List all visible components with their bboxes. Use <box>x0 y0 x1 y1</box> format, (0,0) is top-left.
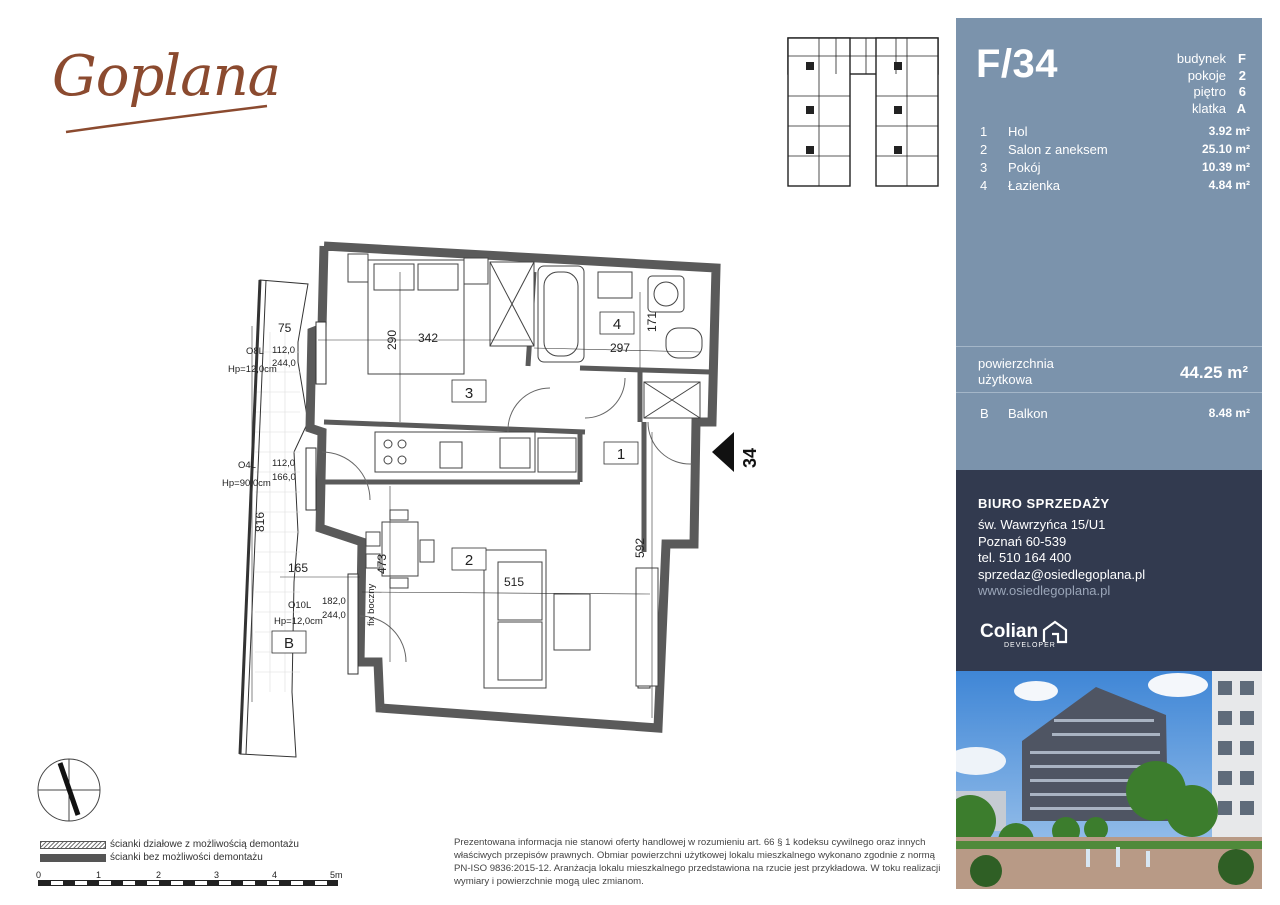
room-list <box>980 122 1250 194</box>
scale-bar <box>38 866 348 892</box>
dim-515: 515 <box>504 575 525 589</box>
attr-label: klatka <box>1192 100 1226 116</box>
attr-value: F <box>1238 51 1246 66</box>
developer-name: Colian <box>980 621 1039 642</box>
building-keyplan <box>776 36 944 192</box>
balcony-name: Balkon <box>1008 406 1048 421</box>
dim-342: 342 <box>418 331 439 345</box>
attr-staircase <box>1177 101 1246 118</box>
attr-floor <box>1177 84 1246 101</box>
dining-table <box>366 510 434 588</box>
unit-attributes <box>1177 51 1246 117</box>
windows <box>306 322 650 688</box>
entry-marker <box>712 432 760 472</box>
entry-marker-label: 34 <box>740 447 760 468</box>
kitchen-counter <box>375 432 576 472</box>
window-3-id: O10L <box>288 600 312 611</box>
room-area: 10.39 m² <box>1201 160 1250 174</box>
room-4-label: 4 <box>612 316 622 333</box>
room-name: Pokój <box>1008 159 1041 175</box>
room-2-label: 2 <box>464 552 474 569</box>
balcony-area: 8.48 m² <box>1208 406 1250 420</box>
room-3-label: 3 <box>464 385 474 402</box>
attr-value: A <box>1236 100 1246 116</box>
total-label-line-2: użytkowa <box>978 372 1033 387</box>
legend-text-removable: ścianki działowe z możliwością demontażu <box>110 839 299 850</box>
legend-text-fixed: ścianki bez możliwości demontażu <box>110 852 263 863</box>
room-area: 25.10 m² <box>1201 142 1250 156</box>
room-num: 4 <box>980 177 988 193</box>
logo-text: Goplana <box>52 44 281 109</box>
dim-592: 592 <box>633 537 647 558</box>
scale-label-0: 0 <box>36 870 42 880</box>
room-1-label: 1 <box>616 446 626 463</box>
window-2-width: 112,0 <box>272 458 296 469</box>
solid-wall-swatch <box>40 854 106 862</box>
attr-label: budynek <box>1176 51 1226 66</box>
room-area: 4.84 m² <box>1208 178 1250 192</box>
scale-label-1: 1 <box>96 870 102 880</box>
sales-title: BIURO SPRZEDAŻY <box>978 496 1110 511</box>
scale-label-4: 4 <box>272 870 278 880</box>
window-2-height: 166,0 <box>272 472 296 483</box>
house-icon <box>1042 620 1068 644</box>
window-2-id: O4L <box>238 460 256 471</box>
attr-value: 2 <box>1238 67 1246 83</box>
window-3-height: 244,0 <box>322 610 346 621</box>
scale-label-5: 5m <box>330 870 343 880</box>
balcony-num: B <box>980 406 989 421</box>
attr-label: pokoje <box>1187 67 1226 83</box>
goplana-logo <box>52 44 282 144</box>
sales-phone[interactable]: tel. 510 164 400 <box>978 550 1072 565</box>
room-row <box>980 140 1250 158</box>
dim-816: 816 <box>253 511 267 532</box>
room-name: Łazienka <box>1008 177 1061 193</box>
developer-subtitle: DEVELOPER <box>1004 642 1056 649</box>
attr-label: piętro <box>1193 84 1226 99</box>
scale-label-2: 2 <box>156 870 162 880</box>
floor-plan <box>200 232 760 772</box>
estate-rendering-image <box>956 671 1262 889</box>
fixed-window-note: fix boczny <box>366 583 377 626</box>
balcony-row <box>980 406 1250 421</box>
total-label-line-1: powierzchnia <box>978 356 1054 371</box>
room-name: Salon z aneksem <box>1008 141 1108 157</box>
total-area-value: 44.25 m² <box>1179 363 1248 382</box>
dim-171: 171 <box>645 311 659 332</box>
total-area-label <box>978 356 1098 388</box>
unit-code: F/34 <box>976 42 1059 86</box>
window-1-width: 112,0 <box>272 345 296 356</box>
compass-icon <box>34 755 104 825</box>
legend <box>40 838 299 864</box>
sales-contact <box>978 517 1145 600</box>
divider <box>956 392 1262 393</box>
disclaimer-text: Prezentowana informacja nie stanowi oferty handlowej w rozumieniu art. 66 § 1 kodeksu cywilnego oraz innych właściwych przepisów prawnych. Obmiar powierzchni użytkowej lokalu mieszkalnego wykonano zgodnie z normą PN-ISO 9836:2015-12. Aranżacja lokalu mieszkalnego przedstawiona na rzucie jest przykładowa. W toku realizacji wymiary i powierzchnie mogą ulec zmianom. <box>454 837 941 887</box>
logo-swash-icon <box>52 44 282 144</box>
dim-75: 75 <box>278 321 292 335</box>
sales-office-panel <box>956 470 1262 671</box>
dim-290: 290 <box>385 329 399 350</box>
attr-rooms <box>1177 68 1246 85</box>
attr-building <box>1177 51 1246 68</box>
window-3-width: 182,0 <box>322 596 346 607</box>
sales-city: Poznań 60-539 <box>978 533 1067 549</box>
sales-email[interactable]: sprzedaz@osiedlegoplana.pl <box>978 566 1146 582</box>
balcony-label: B <box>283 635 295 652</box>
hatched-wall-swatch <box>40 841 106 849</box>
window-1-hp: Hp=12,0cm <box>228 364 277 375</box>
unit-info-panel <box>956 18 1262 470</box>
dim-297: 297 <box>610 341 631 355</box>
divider <box>956 346 1262 347</box>
room-num: 2 <box>980 141 988 157</box>
sales-website[interactable]: www.osiedlegoplana.pl <box>978 583 1111 598</box>
legend-item-removable <box>40 838 299 851</box>
window-1-id: O8L <box>246 346 264 357</box>
room-area: 3.92 m² <box>1208 124 1250 138</box>
legend-item-fixed <box>40 851 299 864</box>
window-2-hp: Hp=90,0cm <box>222 478 271 489</box>
scale-bar-graphic <box>38 880 338 886</box>
scale-label-3: 3 <box>214 870 220 880</box>
room-row <box>980 158 1250 176</box>
dim-473: 473 <box>375 553 389 574</box>
sofa <box>484 550 658 688</box>
window-3-hp: Hp=12,0cm <box>274 616 323 627</box>
room-row <box>980 122 1250 140</box>
room-num: 3 <box>980 159 988 175</box>
room-row <box>980 176 1250 194</box>
bed <box>348 254 488 374</box>
attr-value: 6 <box>1238 84 1246 99</box>
sales-address: św. Wawrzyńca 15/U1 <box>978 517 1106 532</box>
developer-logo <box>980 620 1068 649</box>
window-1-height: 244,0 <box>272 358 296 369</box>
dim-165: 165 <box>288 561 309 575</box>
room-name: Hol <box>1008 123 1028 139</box>
room-num: 1 <box>980 123 988 139</box>
